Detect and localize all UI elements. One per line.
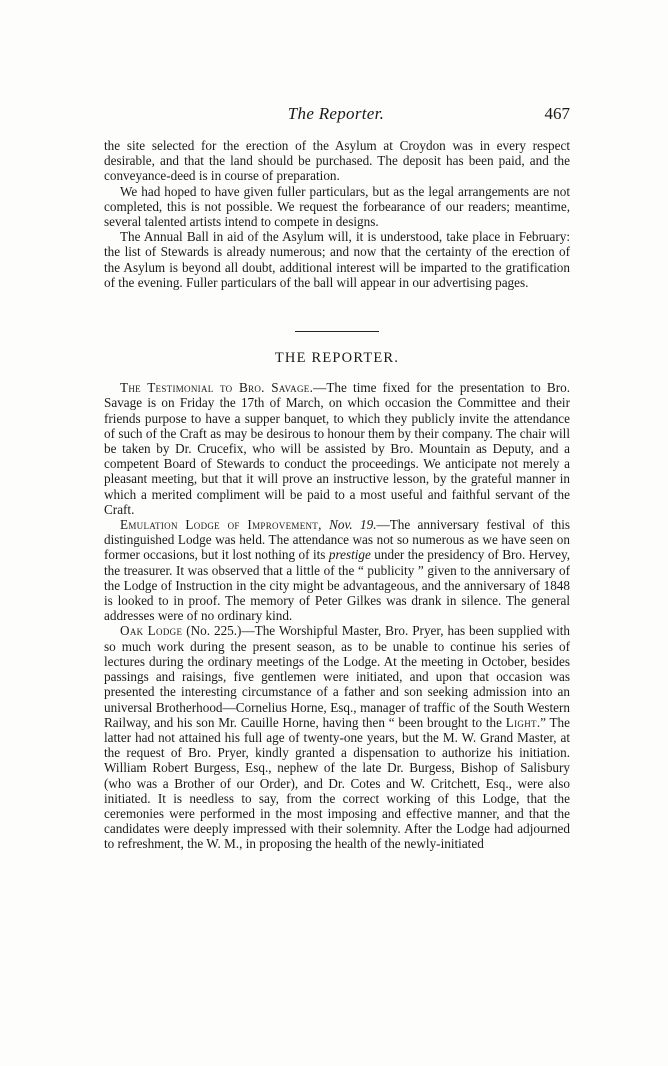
paragraph-emulation-lodge [104, 517, 570, 623]
emulation-text-2: under the presidency of Bro. Hervey, the treasurer. It was observed that a little of the “ publicity ” given to the anniversary of the Lodge of Instruction in the city might be advantageous, and the anniversary of 1848 is looked to in proof. The memory of Peter Gilkes was drank in silence. The general addresses were of no ordinary kind. [104, 547, 571, 624]
paragraph-site: the site selected for the erection of the Asylum at Croydon was in every respect desirable, and that the land should be purchased. The deposit has been paid, and the conveyance-deed is in course of preparation. [104, 138, 570, 184]
paragraph-testimonial [104, 380, 570, 517]
light-word: Light [505, 714, 537, 730]
section-divider [295, 331, 379, 332]
oak-text-2: .” The latter had not attained his full age of twenty-one years, but the M. W. Grand Master, at the request of Bro. Pryer, kindly granted a dispensation to authorize his initiation. William Robert Burgess, Esq., nephew of the late Dr. Burgess, Bishop of Salisbury (who was a Brother of our Order), and Dr. Cotes and W. Critchett, Esq., were also initiated. It is needless to say, from the correct working of this Lodge, that the ceremonies were performed in the most imposing and effective manner, and that the candidates were deeply impressed with their solemnity. After the Lodge had adjourned to refreshment, the W. M., in proposing the health of the newly-initiated [104, 714, 571, 852]
paragraph-annual-ball: The Annual Ball in aid of the Asylum will, it is understood, take place in February: the list of Stewards is already numerous; and now that the certainty of the erection of the Asylum is beyond all doubt, additional interest will be imparted to the gratification of the evening. Fuller particulars of the ball will appear in our advertising pages. [104, 229, 570, 290]
emulation-heading: Emulation Lodge of Improvement, [120, 517, 322, 533]
prestige-word: prestige [328, 547, 371, 563]
running-head [102, 104, 570, 128]
paragraph-particulars: We had hoped to have given fuller particulars, but as the legal arrangements are not completed, this is not possible. We request the forbearance of our readers; meantime, several talented artists intend to compete in designs. [104, 183, 570, 230]
page-number: 467 [544, 104, 570, 123]
testimonial-heading: The Testimonial to Bro. Savage. [120, 380, 314, 396]
oak-heading: Oak Lodge [120, 623, 183, 639]
running-title: The Reporter. [287, 104, 385, 123]
section-title: THE REPORTER. [274, 350, 400, 367]
article-body [104, 138, 570, 852]
emulation-date: Nov. 19. [329, 517, 377, 533]
emulation-text-1: —The anniversary festival of this distinguished Lodge was held. The attendance was not so numerous as we have seen on former occasions, but it lost nothing of its [104, 517, 571, 563]
oak-text-1: (No. 225.)—The Worshipful Master, Bro. Pryer, has been supplied with so much work during the present season, as to be unable to continue his series of lectures during the ordinary meetings of the Lodge. At the meeting in October, besides passings and raisings, five gentlemen were initiated, and upon that occasion was presented the interesting circumstance of a father and son seeking admission into an universal Brotherhood—Cornelius Horne, Esq., manager of traffic of the South Western Railway, and his son Mr. Cauille Horne, having then “ been brought to the [104, 623, 571, 730]
paragraph-oak-lodge [104, 623, 570, 851]
testimonial-text: —The time fixed for the presentation to Bro. Savage is on Friday the 17th of March, on which occasion the Committee and their friends purpose to have a supper banquet, to which they publicly invite the attendance of such of the Craft as may be desirous to honour them by their company. The chair will be taken by Dr. Crucefix, who will be assisted by Bro. Mountain as Deputy, and a competent Board of Stewards to conduct the proceedings. We anticipate not merely a pleasant meeting, but that it will prove an instructive lesson, by the grateful manner in which a merited compliment will be paid to a most useful and faithful servant of the Craft. [104, 380, 571, 517]
